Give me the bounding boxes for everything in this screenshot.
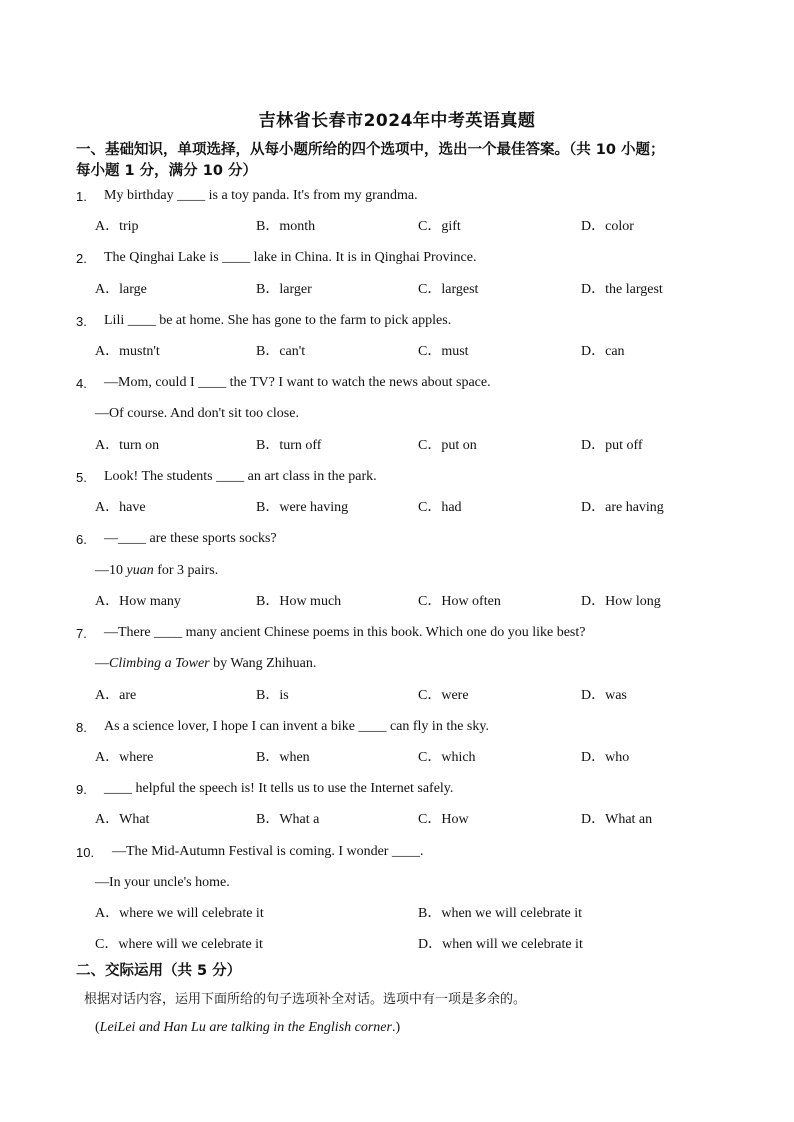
question-dialog-reply [95, 562, 218, 580]
option-c: C．gift [418, 219, 461, 234]
question-number: 8. [76, 720, 87, 735]
option-d: D．What an [581, 812, 653, 827]
section-1-heading-line2: 每小题 1 分，满分 10 分） [76, 163, 257, 179]
question-stem: —____ are these sports socks? [104, 531, 277, 546]
question-dialog-reply: —In your uncle's home. [95, 875, 230, 890]
reply-text: for 3 pairs. [153, 563, 219, 578]
option-b: B．How much [256, 594, 342, 609]
reply-text: —10 [95, 563, 127, 578]
option-a: A．turn on [95, 438, 160, 453]
option-a: A．have [95, 500, 146, 515]
option-d: D．when will we celebrate it [418, 937, 583, 952]
section-2-instruction: 根据对话内容，运用下面所给的句子选项补全对话。选项中有一项是多余的。 [84, 992, 527, 1007]
option-b: B．larger [256, 282, 312, 297]
option-d: D．can [581, 344, 625, 359]
option-a: A．trip [95, 219, 139, 234]
question-dialog-reply: —Of course. And don't sit too close. [95, 406, 299, 421]
option-b: B．when we will celebrate it [418, 906, 583, 921]
context-italic-text: LeiLei and Han Lu are talking in the English corner [99, 1020, 392, 1035]
reply-text: — [95, 656, 109, 671]
option-a: A．where [95, 750, 154, 765]
section-2-context [95, 1019, 400, 1037]
option-d: D．who [581, 750, 630, 765]
option-b: B．is [256, 688, 289, 703]
reply-italic-text: yuan [126, 563, 154, 578]
question-dialog-reply [95, 655, 316, 673]
question-stem: As a science lover, I hope I can invent a bike ____ can fly in the sky. [104, 719, 489, 734]
option-d: D．put off [581, 438, 643, 453]
option-c: C．which [418, 750, 476, 765]
question-number: 2. [76, 251, 87, 266]
option-c: C．How [418, 812, 469, 827]
option-c: C．put on [418, 438, 477, 453]
context-close: .) [391, 1020, 401, 1035]
option-d: D．How long [581, 594, 661, 609]
reply-text: by Wang Zhihuan. [209, 656, 317, 671]
question-stem: —The Mid-Autumn Festival is coming. I wonder ____. [112, 844, 424, 859]
question-number: 1. [76, 189, 87, 204]
question-number: 5. [76, 470, 87, 485]
question-stem: —There ____ many ancient Chinese poems in this book. Which one do you like best? [104, 625, 586, 640]
question-stem: —Mom, could I ____ the TV? I want to watch the news about space. [104, 375, 491, 390]
reply-italic-text: Climbing a Tower [109, 656, 210, 671]
context-open: ( [95, 1020, 100, 1035]
option-c: C．must [418, 344, 469, 359]
option-c: C．had [418, 500, 462, 515]
section-1-heading-line1: 一、基础知识，单项选择，从每小题所给的四个选项中，选出一个最佳答案。（共 10 小题； [76, 142, 665, 158]
option-d: D．was [581, 688, 627, 703]
option-d: D．color [581, 219, 634, 234]
question-number: 3. [76, 314, 87, 329]
question-stem: The Qinghai Lake is ____ lake in China. It is in Qinghai Province. [104, 250, 477, 265]
option-a: A．are [95, 688, 137, 703]
option-b: B．when [256, 750, 310, 765]
question-number: 10. [76, 845, 95, 860]
option-b: B．can't [256, 344, 306, 359]
option-b: B．What a [256, 812, 320, 827]
question-stem: Look! The students ____ an art class in the park. [104, 469, 377, 484]
question-stem: ____ helpful the speech is! It tells us to use the Internet safely. [104, 781, 454, 796]
section-2-heading: 二、交际运用（共 5 分） [76, 963, 242, 979]
question-number: 6. [76, 532, 87, 547]
section-1-heading [76, 140, 726, 182]
option-b: B．were having [256, 500, 349, 515]
question-number: 7. [76, 626, 87, 641]
option-c: C．were [418, 688, 469, 703]
page-title: 吉林省长春市2024年中考英语真题 [258, 111, 536, 131]
option-a: A．mustn't [95, 344, 160, 359]
option-c: C．largest [418, 282, 479, 297]
question-stem: Lili ____ be at home. She has gone to the farm to pick apples. [104, 313, 452, 328]
option-a: A．large [95, 282, 147, 297]
option-b: B．month [256, 219, 316, 234]
option-d: D．the largest [581, 282, 663, 297]
option-c: C．How often [418, 594, 501, 609]
option-a: A．How many [95, 594, 181, 609]
option-b: B．turn off [256, 438, 322, 453]
option-a: A．where we will celebrate it [95, 906, 264, 921]
option-d: D．are having [581, 500, 664, 515]
question-number: 9. [76, 782, 87, 797]
question-stem: My birthday ____ is a toy panda. It's from my grandma. [104, 188, 418, 203]
option-c: C．where will we celebrate it [95, 937, 263, 952]
question-number: 4. [76, 376, 87, 391]
option-a: A．What [95, 812, 150, 827]
